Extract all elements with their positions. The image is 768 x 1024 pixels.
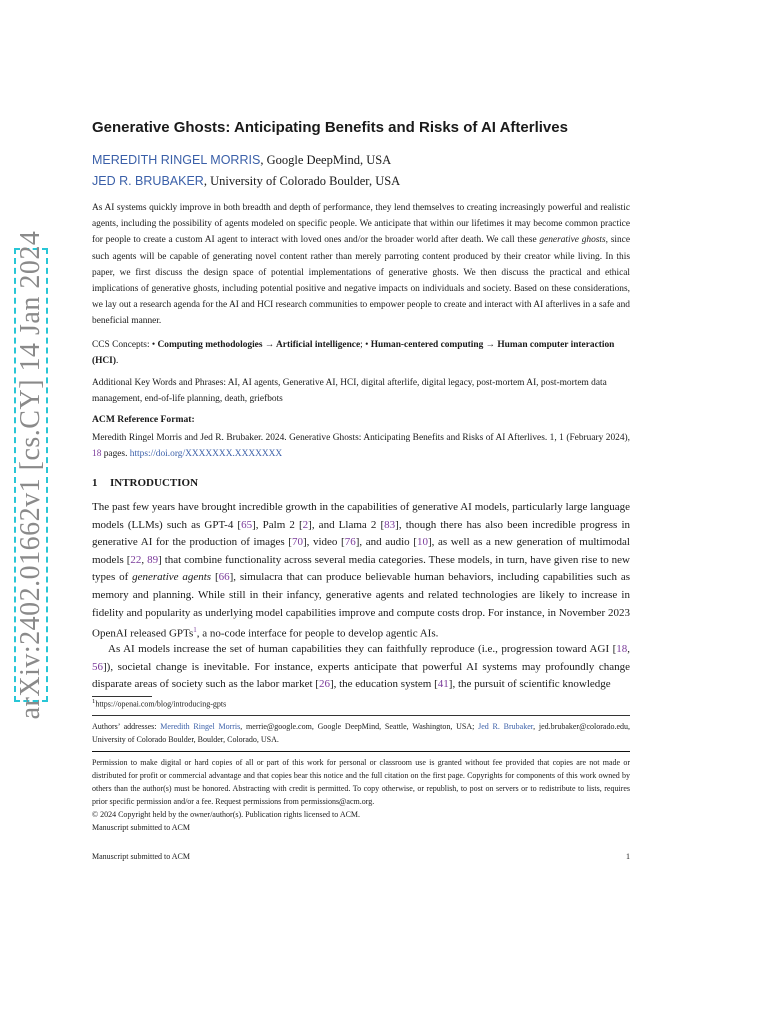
permission-notice: Permission to make digital or hard copies of all or part of this work for personal or classroom use is granted without fee provided that copies are not made or distributed for profit or commercial advantage and that copies bear this notice and the full citation on the first page. Copyrights for components of this work owned by others than the author(s) must be honored. Abstracting with credit is permitted. To copy otherwise, or republish, to post on servers or to redistribute to lists, requires prior specific permission and/or a fee. Request permissions from permissions@acm.org. bbox=[92, 758, 630, 806]
author-addresses bbox=[92, 720, 630, 746]
citation-link[interactable]: 10 bbox=[416, 536, 428, 549]
doi-link[interactable]: https://doi.org/XXXXXXX.XXXXXXX bbox=[129, 449, 283, 459]
citation-link[interactable]: 66 bbox=[218, 571, 230, 584]
footnote bbox=[92, 698, 630, 709]
footnote-ref[interactable]: 1 bbox=[193, 626, 197, 635]
ccs-label: CCS Concepts: • bbox=[92, 340, 158, 350]
divider bbox=[92, 751, 630, 752]
acm-reference-heading: ACM Reference Format: bbox=[92, 414, 195, 425]
abstract-text: , since such agents will be capable of generating novel content rather than merely parroting content produced by their creator while living. In this paper, we first discuss the design space of potential implementations of generative ghosts. We then discuss the practical and ethical implications of generative ghosts, including potential positive and negative impacts on individuals and society. Based on these considerations, we lay out a research agenda for the AI and HCI research communities to empower people to create and interact with AI afterlives in a safe and beneficial manner. bbox=[92, 235, 630, 327]
ccs-concept: Computing methodologies → Artificial intelligence bbox=[157, 340, 361, 350]
addresses-text: , jed.brubaker@colorado.edu, University of Colorado Boulder, Boulder, Colorado, USA. bbox=[92, 722, 630, 744]
footnote-rule bbox=[92, 696, 152, 697]
citation-link[interactable]: 41 bbox=[437, 678, 449, 691]
citation-link[interactable]: 76 bbox=[344, 536, 356, 549]
emphasis: generative agents bbox=[132, 571, 212, 584]
section-heading bbox=[92, 477, 630, 489]
footnote-url[interactable]: https://openai.com/blog/introducing-gpts bbox=[95, 699, 227, 709]
author-link[interactable]: Meredith Ringel Morris bbox=[160, 722, 241, 731]
submission-note: Manuscript submitted to ACM bbox=[92, 823, 190, 832]
intro-paragraph-1: The past few years have brought incredible growth in the capabilities of generative AI models, particularly large language models (LLMs) such as GPT-4 [65], Palm 2 [2], and Llama 2 [83], though there has also been incredible progress in generative AI for the production of images [70], video [76], and audio [10], as well as a new generation of multimodal models [22, 89] that combine functionality across several media categories. These models, in turn, have given rise to new types of generative agents [66], simulacra that can produce believable human behaviors, including capabilities such as memory and planning. While still in their infancy, generative agents and related technologies are likely to increase in fidelity and popularity as underlying model capabilities improve and compute costs drop. For instance, in November 2023 OpenAI released GPTs$^1$, a no-code interface for people to develop agentic AIs. bbox=[92, 501, 630, 640]
author-name[interactable]: MEREDITH RINGEL MORRIS bbox=[92, 153, 261, 167]
page-footer-left: Manuscript submitted to ACM bbox=[92, 852, 190, 861]
author-affiliation: , University of Colorado Boulder, USA bbox=[203, 174, 401, 188]
author-affiliation: , Google DeepMind, USA bbox=[260, 153, 392, 167]
ccs-end: . bbox=[115, 356, 119, 366]
citation-link[interactable]: 22 bbox=[130, 553, 142, 566]
footnote-mark: 1 bbox=[92, 698, 96, 705]
citation-link[interactable]: 2 bbox=[302, 518, 309, 531]
author-link[interactable]: Jed R. Brubaker bbox=[478, 722, 534, 731]
divider bbox=[92, 715, 630, 716]
arxiv-stamp bbox=[14, 230, 48, 720]
keywords: Additional Key Words and Phrases: AI, AI agents, Generative AI, HCI, digital afterlife, digital legacy, post-mortem AI, post-mortem data management, end-of-life planning, death, griefbots bbox=[92, 378, 607, 404]
abstract-text: As AI systems quickly improve in both breadth and depth of performance, they lend themselves to creating increasingly powerful and realistic agents, including the possibility of agents modeled on specific people. We anticipate that within our lifetimes it may become common practice for people to create a custom AI agent to interact with loved ones and/or the broader world after death. We call these bbox=[92, 203, 630, 246]
intro-paragraph-2: As AI models increase the set of human capabilities they can faithfully reproduce (i.e., progression toward AGI [18, 56]), societal change is inevitable. For instance, experts anticipate that powerful AI systems may profoundly change disparate areas of society such as the labor market [26], the education system [41], the pursuit of scientific knowledge bbox=[92, 643, 630, 691]
acm-reference-text: Meredith Ringel Morris and Jed R. Brubaker. 2024. Generative Ghosts: Anticipating Benefits and Risks of AI Afterlives. 1, 1 (February 2024), bbox=[92, 433, 630, 443]
ccs-concept: Human-centered computing → Human computer interaction (HCI) bbox=[92, 340, 615, 366]
citation-link[interactable]: 89 bbox=[147, 553, 159, 566]
arxiv-stamp-text: arXiv:2402.01662v1 [cs.CY] 14 Jan 2024 bbox=[15, 230, 46, 720]
acm-reference bbox=[92, 430, 630, 462]
abstract-term: generative ghosts bbox=[539, 235, 606, 246]
copyright-notice: © 2024 Copyright held by the owner/author(s). Publication rights licensed to ACM. bbox=[92, 810, 361, 819]
abstract bbox=[92, 200, 630, 330]
page-count-link[interactable]: 18 bbox=[92, 449, 102, 459]
page-number: 1 bbox=[626, 852, 630, 861]
addresses-text: , merrie@google.com, Google DeepMind, Seattle, Washington, USA; bbox=[240, 722, 479, 731]
citation-link[interactable]: 26 bbox=[318, 678, 330, 691]
citation-link[interactable]: 18 bbox=[616, 643, 628, 655]
acm-reference-text: pages. bbox=[101, 449, 130, 459]
author-name[interactable]: JED R. BRUBAKER bbox=[92, 174, 204, 188]
section-number: 1 bbox=[92, 477, 98, 489]
section-title: INTRODUCTION bbox=[110, 477, 199, 489]
author-line bbox=[92, 174, 400, 189]
citation-link[interactable]: 83 bbox=[384, 518, 396, 531]
citation-link[interactable]: 56 bbox=[92, 660, 103, 673]
addresses-prefix: Authors’ addresses: bbox=[92, 722, 161, 731]
author-line bbox=[92, 153, 391, 168]
paper-title: Generative Ghosts: Anticipating Benefits and Risks of AI Afterlives bbox=[92, 119, 568, 136]
ccs-concepts bbox=[92, 337, 630, 369]
citation-link[interactable]: 65 bbox=[241, 518, 253, 531]
ccs-separator: ; • bbox=[360, 340, 371, 350]
citation-link[interactable]: 70 bbox=[291, 536, 303, 549]
